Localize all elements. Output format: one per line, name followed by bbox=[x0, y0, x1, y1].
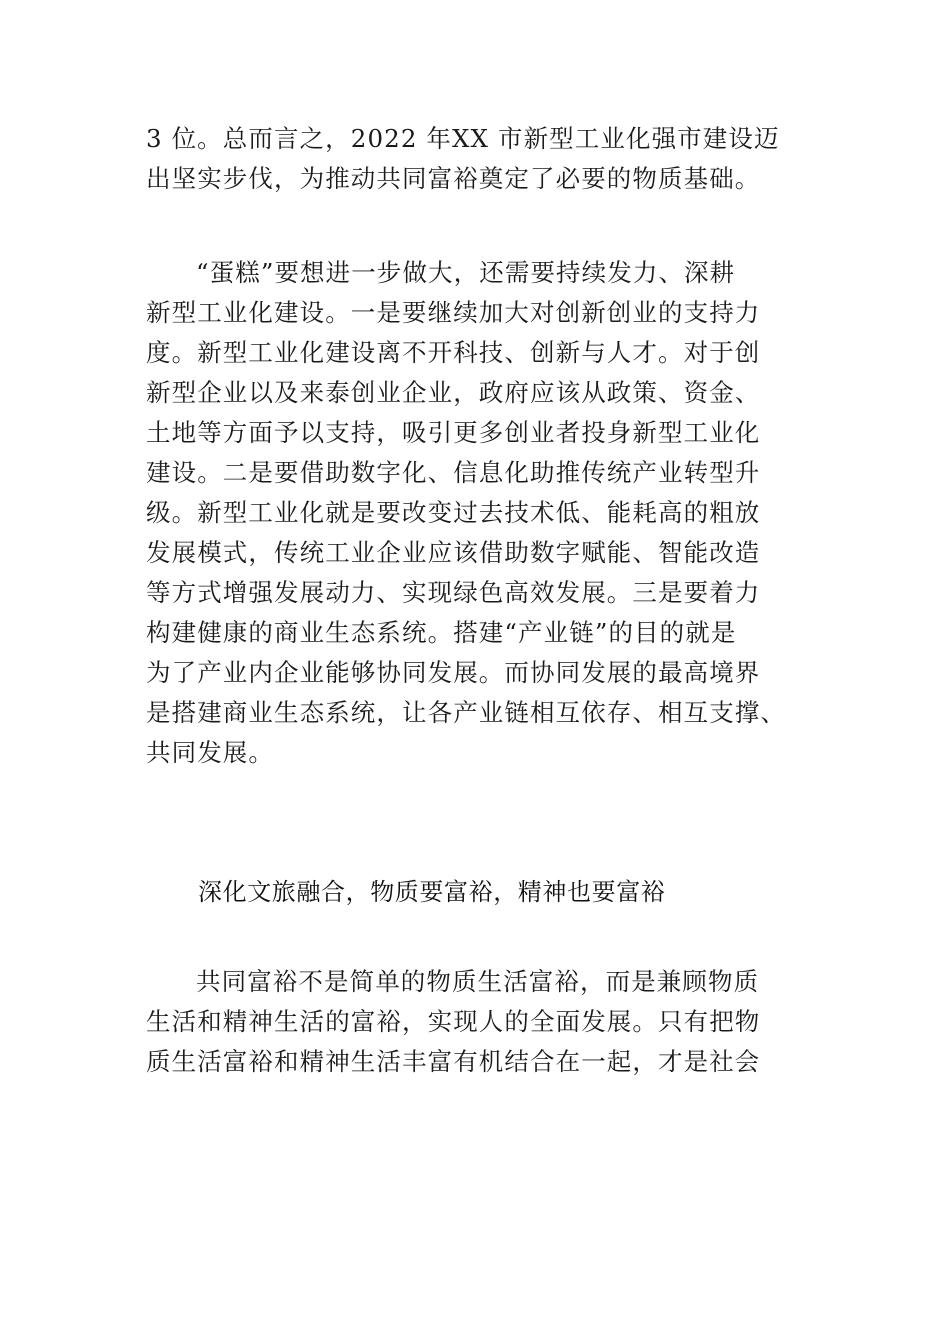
paragraph-line: 质生活富裕和精神生活丰富有机结合在一起，才是社会 bbox=[146, 1047, 761, 1076]
paragraph-line: 是搭建商业生态系统，让各产业链相互依存、相互支撑、 bbox=[146, 698, 786, 727]
paragraph-line: 土地等方面予以支持，吸引更多创业者投身新型工业化 bbox=[146, 418, 761, 447]
paragraph-line: “蛋糕”要想进一步做大，还需要持续发力、深耕 bbox=[196, 258, 736, 287]
paragraph-line: 度。新型工业化建设离不开科技、创新与人才。对于创 bbox=[146, 338, 761, 367]
paragraph-3 bbox=[146, 962, 808, 1082]
paragraph-2 bbox=[146, 253, 808, 773]
paragraph-1 bbox=[146, 119, 808, 199]
paragraph-line: 新型工业化建设。一是要继续加大对创新创业的支持力 bbox=[146, 298, 761, 327]
paragraph-line: 发展模式，传统工业企业应该借助数字赋能、智能改造 bbox=[146, 538, 761, 567]
paragraph-line: 新型企业以及来泰创业企业，政府应该从政策、资金、 bbox=[146, 378, 761, 407]
paragraph-line: 为了产业内企业能够协同发展。而协同发展的最高境界 bbox=[146, 658, 761, 687]
paragraph-line: 出坚实步伐，为推动共同富裕奠定了必要的物质基础。 bbox=[146, 164, 761, 193]
paragraph-line: 3 位。总而言之，2022 年XX 市新型工业化强市建设迈 bbox=[146, 124, 780, 153]
paragraph-line: 建设。二是要借助数字化、信息化助推传统产业转型升 bbox=[146, 458, 761, 487]
paragraph-line: 共同发展。 bbox=[146, 738, 274, 767]
paragraph-line: 等方式增强发展动力、实现绿色高效发展。三是要着力 bbox=[146, 578, 761, 607]
paragraph-line: 共同富裕不是简单的物质生活富裕，而是兼顾物质 bbox=[196, 967, 760, 996]
section-heading: 深化文旅融合，物质要富裕，精神也要富裕 bbox=[198, 878, 666, 906]
paragraph-line: 生活和精神生活的富裕，实现人的全面发展。只有把物 bbox=[146, 1007, 761, 1036]
paragraph-line: 构建健康的商业生态系统。搭建“产业链”的目的就是 bbox=[146, 618, 737, 647]
paragraph-line: 级。新型工业化就是要改变过去技术低、能耗高的粗放 bbox=[146, 498, 761, 527]
